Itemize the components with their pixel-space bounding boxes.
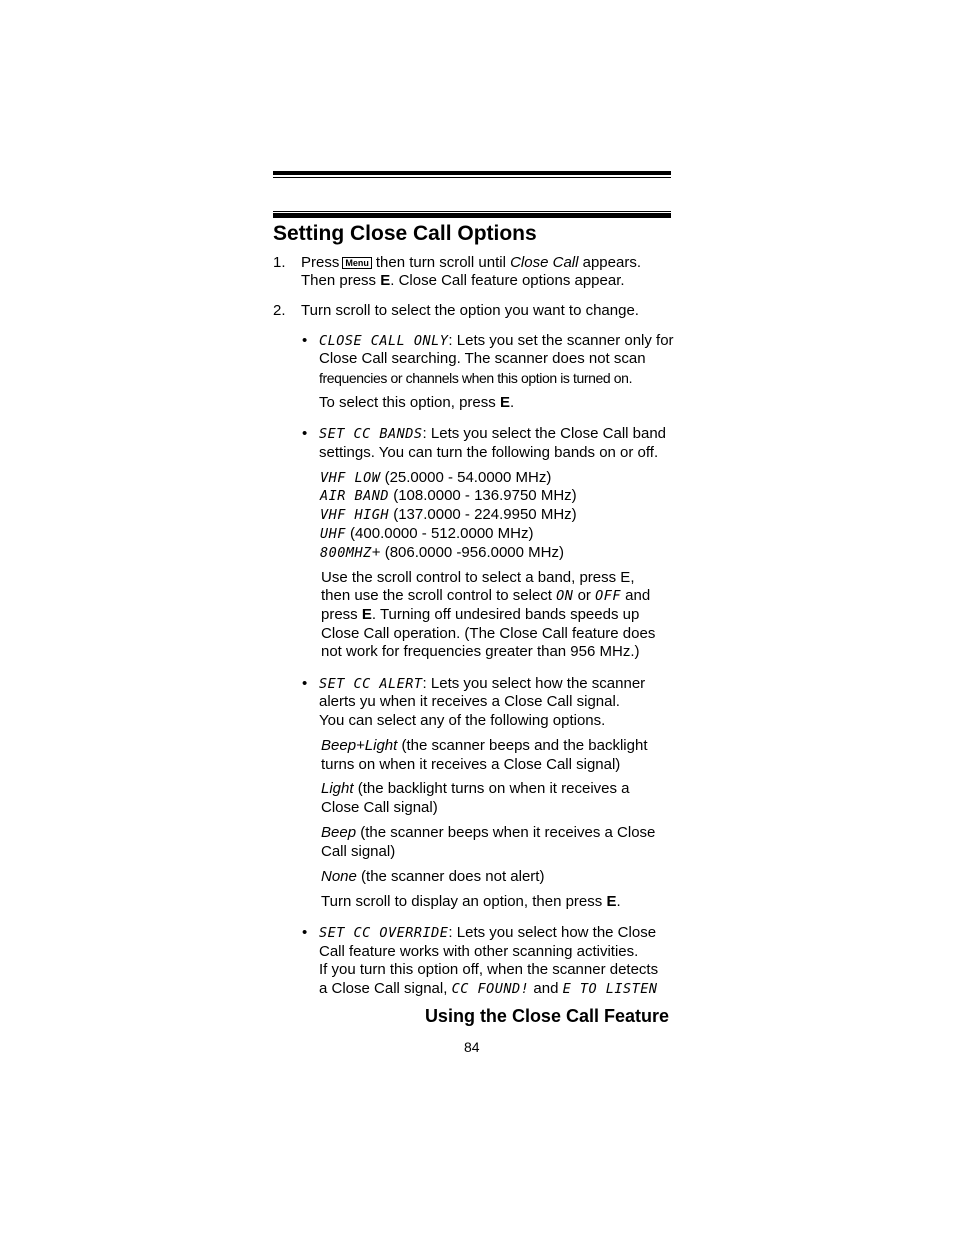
opt1-desc-1: : Lets you set the scanner only for — [448, 332, 674, 349]
alert-beep — [321, 824, 655, 843]
step-1-number: 1. — [273, 254, 286, 271]
opt4-desc-3: If you turn this option off, when the scanner detects — [319, 961, 659, 978]
bullet: • — [302, 332, 308, 349]
opt1-select-end: . — [509, 394, 515, 411]
alert-option-name: Beep+Light — [321, 737, 398, 754]
page-number: 84 — [464, 1039, 480, 1055]
opt-close-call-only-line-1 — [319, 332, 674, 351]
close-call-label: Close Call — [510, 254, 579, 271]
lcd-off: OFF — [595, 588, 621, 604]
section-rule-thin — [273, 211, 671, 212]
opt2-p3-text: press — [321, 606, 358, 623]
opt1-select-text: To select this option, press — [319, 394, 496, 411]
opt2-p4: Close Call operation. (The Close Call feature does — [321, 625, 656, 642]
step-1-line-2-text: Then press — [301, 272, 377, 289]
lcd-close-call-only: CLOSE CALL ONLY — [319, 333, 449, 349]
step-1-line-1 — [301, 254, 641, 273]
alert-option-name: None — [321, 868, 357, 885]
menu-key-icon: Menu — [342, 257, 372, 269]
band-item — [320, 469, 551, 488]
opt3-desc-1: : Lets you select how the scanner — [422, 675, 646, 692]
opt2-p1: Use the scroll control to select a band, press E, — [321, 569, 635, 586]
band-range: (25.0000 - 54.0000 MHz) — [380, 469, 552, 486]
opt2-p3 — [321, 606, 639, 625]
alert-option-desc: (the scanner does not alert) — [356, 868, 545, 885]
section-rule-thick — [273, 213, 671, 218]
band-item — [320, 525, 534, 544]
alert-none — [321, 868, 544, 887]
alert-option-desc: (the backlight turns on when it receives a — [353, 780, 630, 797]
opt1-desc-3: frequencies or channels when this option is turned on. — [319, 370, 633, 386]
opt4-desc-2: Call feature works with other scanning activities. — [319, 943, 639, 960]
opt4-desc-4 — [319, 980, 658, 999]
step-2-text: Turn scroll to select the option you want to change. — [301, 302, 639, 319]
bullet: • — [302, 425, 308, 442]
band-range: + (806.0000 -956.0000 MHz) — [371, 544, 564, 561]
e-key-label: E — [380, 272, 391, 289]
opt2-p2-text: then use the scroll control to select — [321, 587, 552, 604]
opt-set-cc-alert-line-1 — [319, 675, 645, 694]
step-1-line-2-end: . Close Call feature options appear. — [390, 272, 625, 289]
opt2-and: and — [625, 587, 651, 604]
opt1-desc-2: Close Call searching. The scanner does not scan — [319, 350, 646, 367]
opt3-turn — [321, 893, 621, 912]
lcd-band: VHF HIGH — [320, 507, 390, 523]
lcd-set-cc-override: SET CC OVERRIDE — [319, 925, 449, 941]
band-range: (137.0000 - 224.9950 MHz) — [389, 506, 577, 523]
alert-option-desc: (the scanner beeps and the backlight — [397, 737, 648, 754]
opt2-desc-2: settings. You can turn the following bands on or off. — [319, 444, 659, 461]
opt4-and: and — [533, 980, 559, 997]
step-2-number: 2. — [273, 302, 286, 319]
opt3-turn-text: Turn scroll to display an option, then press — [321, 893, 603, 910]
alert-option-desc: (the scanner beeps when it receives a Close — [356, 824, 656, 841]
bullet: • — [302, 675, 308, 692]
band-range: (400.0000 - 512.0000 MHz) — [345, 525, 534, 542]
alert-beep-desc-2: Call signal) — [321, 843, 396, 860]
band-range: (108.0000 - 136.9750 MHz) — [389, 487, 577, 504]
e-key-label: E — [499, 394, 510, 411]
alert-light — [321, 780, 630, 799]
section-title: Setting Close Call Options — [273, 222, 537, 245]
alert-light-desc-2: Close Call signal) — [321, 799, 438, 816]
lcd-band: 800MHZ — [320, 545, 372, 561]
band-item — [320, 544, 564, 563]
opt-set-cc-bands-line-1 — [319, 425, 666, 444]
lcd-band: UHF — [320, 526, 346, 542]
opt3-desc-3: You can select any of the following options. — [319, 712, 606, 729]
lcd-on: ON — [556, 588, 574, 604]
alert-beep-light-desc-2: turns on when it receives a Close Call signal) — [321, 756, 621, 773]
alert-option-name: Light — [321, 780, 354, 797]
manual-page — [273, 0, 674, 1235]
alert-beep-light — [321, 737, 648, 756]
e-key-label: E — [606, 893, 617, 910]
step-1-text-c: appears. — [582, 254, 641, 271]
e-key-label: E — [361, 606, 372, 623]
lcd-band: VHF LOW — [320, 470, 381, 486]
band-item — [320, 487, 577, 506]
opt3-turn-end: . — [616, 893, 621, 910]
opt2-or: or — [577, 587, 591, 604]
lcd-set-cc-alert: SET CC ALERT — [319, 676, 423, 692]
opt4-desc-4-text: a Close Call signal, — [319, 980, 448, 997]
lcd-cc-found: CC FOUND! — [451, 981, 530, 997]
opt1-select — [319, 394, 514, 413]
step-1-line-2 — [301, 272, 625, 291]
opt2-p2 — [321, 587, 650, 606]
alert-option-name: Beep — [321, 824, 357, 841]
opt-set-cc-override-line-1 — [319, 924, 656, 943]
header-rule-thin — [273, 177, 671, 178]
footer-section-title: Using the Close Call Feature — [424, 1006, 669, 1026]
lcd-set-cc-bands: SET CC BANDS — [319, 426, 423, 442]
lcd-band: AIR BAND — [320, 488, 390, 504]
lcd-e-to-listen: E TO LISTEN — [562, 981, 658, 997]
step-1-text-b: then turn scroll until — [375, 254, 506, 271]
opt2-p3-end: . Turning off undesired bands speeds up — [371, 606, 640, 623]
opt3-desc-2: alerts yu when it receives a Close Call signal. — [319, 693, 620, 710]
header-rule-thick — [273, 171, 671, 175]
opt2-p5: not work for frequencies greater than 956 MHz.) — [321, 643, 640, 660]
bullet: • — [302, 924, 308, 941]
opt2-desc-1: : Lets you select the Close Call band — [422, 425, 667, 442]
opt4-desc-1: : Lets you select how the Close — [448, 924, 657, 941]
step-1-text: Press — [301, 254, 340, 271]
band-item — [320, 506, 577, 525]
